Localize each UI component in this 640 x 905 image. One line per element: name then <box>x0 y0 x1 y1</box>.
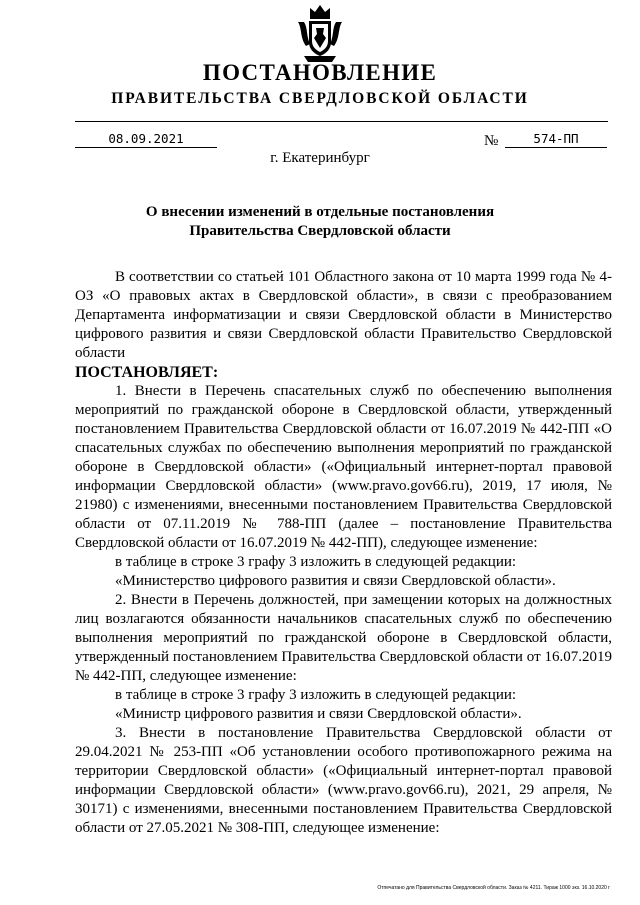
paragraph-2: 2. Внести в Перечень должностей, при замещении которых на должностных лиц возлагаются обязанности начальников спасательных служб по обеспечению выполнения мероприятий по гражданской обороне в Свердловской области, утвержденный постановлением Правительства Свердловской области от 16.07.2019 № 442-ПП, следующее изменение: <box>75 592 612 684</box>
document-title: ПОСТАНОВЛЕНИЕ <box>202 60 438 85</box>
paragraph-1b: «Министерство цифрового развития и связи Свердловской области». <box>115 573 556 589</box>
decree-word: ПОСТАНОВЛЯЕТ: <box>75 364 219 381</box>
coat-of-arms-icon <box>296 4 344 64</box>
document-date: 08.09.2021 <box>75 131 217 148</box>
document-heading: О внесении изменений в отдельные постановления Правительства Свердловской области <box>145 204 495 239</box>
paragraph-2a: в таблице в строке 3 графу 3 изложить в следующей редакции: <box>115 687 517 703</box>
number-sign: № <box>484 133 499 149</box>
document-subtitle: ПРАВИТЕЛЬСТВА СВЕРДЛОВСКОЙ ОБЛАСТИ <box>111 90 529 107</box>
paragraph-2b: «Министр цифрового развития и связи Свердловской области». <box>115 706 522 722</box>
header-rule <box>75 121 608 122</box>
paragraph-1: 1. Внести в Перечень спасательных служб по обеспечению выполнения мероприятий по гражданской обороне в Свердловской области, утвержденный постановлением Правительства Свердловской области от 16.07.2019 № 442-ПП «О спасательных службах по обеспечению выполнения мероприятий по гражданской обороне в Свердловской области» («Официальный интернет-портал правовой информации Свердловской области» (www.pravo.gov66.ru), 2019, 17 июля, № 21980) с изменениями, внесенными постановлением Правительства Свердловской области от 07.11.2019 № 788-ПП (далее – постановление Правительства Свердловской области от 16.07.2019 № 442-ПП), следующее изменение: <box>75 383 612 551</box>
city: г. Екатеринбург <box>270 150 370 166</box>
document-number: 574-ПП <box>505 131 607 148</box>
paragraph-1a: в таблице в строке 3 графу 3 изложить в следующей редакции: <box>115 554 517 570</box>
print-footer: Отпечатано для Правительства Свердловской области. Заказ № 4211. Тираж 1000 экз. 16.10.2020 г <box>377 885 610 891</box>
paragraph-3: 3. Внести в постановление Правительства Свердловской области от 29.04.2021 № 253-ПП «Об установлении особого противопожарного режима на территории Свердловской области» («Официальный интернет-портал правовой информации Свердловской области» (www.pravo.gov66.ru), 2021, 29 апреля, № 30171) с изменениями, внесенными постановлением Правительства Свердловской области от 27.05.2021 № 308-ПП, следующее изменение: <box>75 725 612 836</box>
document-body <box>75 268 612 838</box>
preamble: В соответствии со статьей 101 Областного закона от 10 марта 1999 года № 4-ОЗ «О правовых актах в Свердловской области», в связи с преобразованием Департамента информатизации и связи Свердловской области в Министерство цифрового развития и связи Свердловской области Правительство Свердловской области <box>75 269 612 361</box>
